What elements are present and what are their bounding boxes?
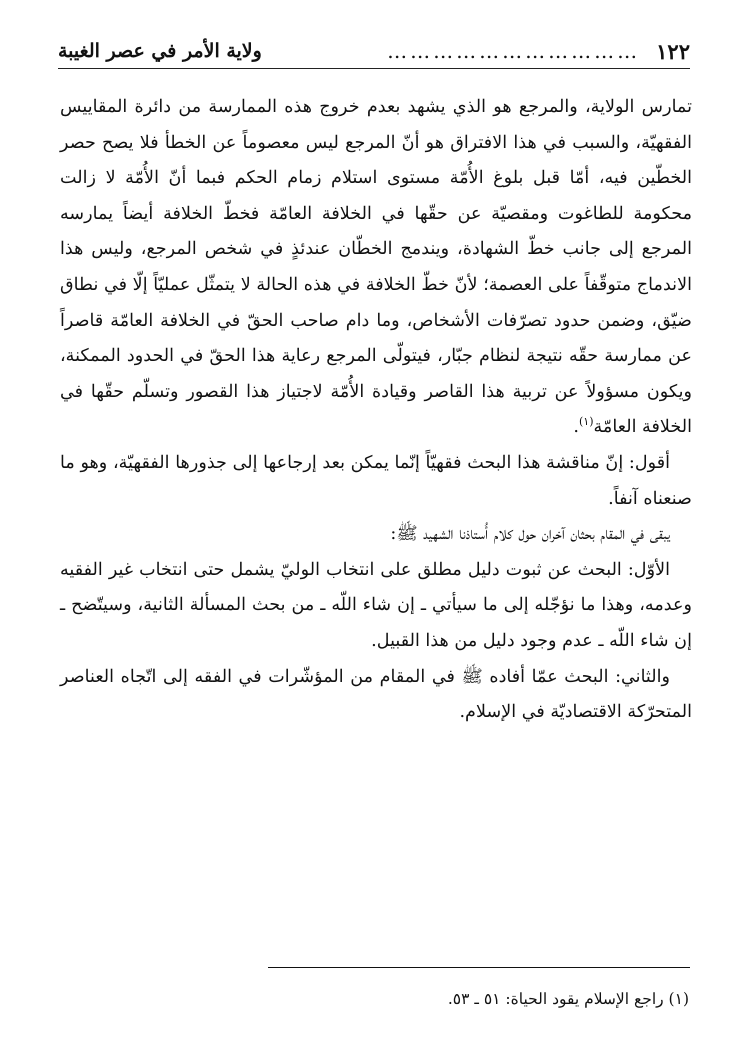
header-leader-dots: ……………………………	[387, 39, 641, 63]
paragraph: والثاني: البحث عمّا أفاده ﷺ في المقام من المؤشّرات في الفقه إلى اتّجاه العناصر المتحرّكة الاقتصاديّة في الإسلام.	[60, 666, 692, 723]
footnote-reference: (١)	[578, 415, 594, 429]
page-number: ١٢٢	[656, 38, 690, 64]
running-title: ولاية الأمر في عصر الغيبة	[58, 40, 262, 62]
paragraph: يبقى في المقام بحثان آخران حول كلام أُستاذنا الشهيد ﷺ:	[390, 524, 670, 545]
paragraph: تمارس الولاية، والمرجع هو الذي يشهد بعدم خروج هذه الممارسة من دائرة المقاييس الفقهيّة، والسبب في هذا الافتراق هو أنّ المرجع ليس معصوماً عن الخطأ فلا يصح حصر الخطّين فيه، أمّا قبل بلوغ الأُمّة مستوى استلام زمام الحكم فبما أنّ الأُمّة لا زالت محكومة للطاغوت ومقصيّة عن حقّها في الخلافة العامّة فخطّ الخلافة أيضاً يمارسه المرجع إلى جانب خطّ الشهادة، ويندمج الخطّان عندئذٍ في شخص المرجع، وليس هذا الاندماج متوقّفاً على العصمة؛ لأنّ خطّ الخلافة في هذه الحالة لا يتمثّل عمليّاً إلّا في نطاق ضيّق، وضمن حدود تصرّفات الأشخاص، وما دام صاحب الحقّ في الخلافة العامّة قاصراً عن ممارسة حقّه نتيجة لنظام جبّار، فيتولّى المرجع رعاية هذا الحقّ في الحدود الممكنة، ويكون مسؤولاً عن تربية هذا القاصر وقيادة الأُمّة لاجتياز هذا القصور وتسلّم حقّها في الخلافة العامّة$^{(١)}$.	[60, 97, 692, 438]
paragraph: أقول: إنّ مناقشة هذا البحث فقهيّاً إنّما يمكن بعد إرجاعها إلى جذورها الفقهيّة، وهو ما صنعناه آنفاً.	[60, 452, 692, 509]
main-text	[60, 90, 692, 731]
paragraph: الأوّل: البحث عن ثبوت دليل مطلق على انتخاب الوليّ يشمل حتى انتخاب غير الفقيه وعدمه، وهذا ما نؤجّله إلى ما سيأتي ـ إن شاء اللّه ـ من بحث المسألة الثانية، وسيتّضح ـ إن شاء اللّه ـ عدم وجود دليل من هذا القبيل.	[60, 559, 692, 651]
page-header	[58, 34, 690, 69]
footnote-divider	[268, 967, 690, 968]
footnote: (١) راجع الإسلام يقود الحياة: ٥١ ـ ٥٣.	[447, 990, 689, 1008]
